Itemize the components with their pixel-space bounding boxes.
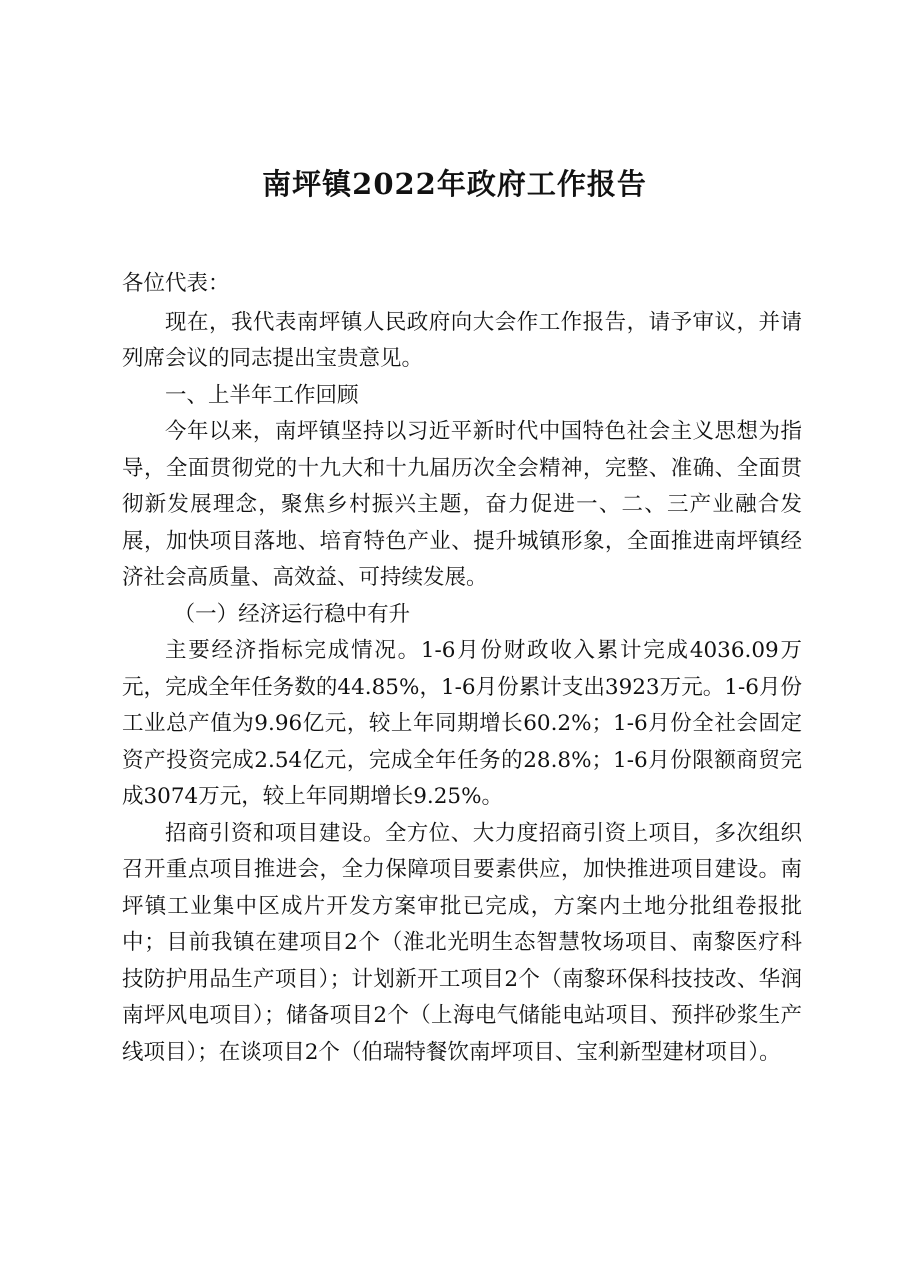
overview-paragraph: 今年以来，南坪镇坚持以习近平新时代中国特色社会主义思想为指导，全面贯彻党的十九大和十九届历次全会精神，完整、准确、全面贯彻新发展理念，聚焦乡村振兴主题，奋力促进一、二、三产业融合发展，加快项目落地、培育特色产业、提升城镇形象，全面推进南坪镇经济社会高质量、高效益、可持续发展。 xyxy=(122,419,802,590)
greeting: 各位代表： xyxy=(122,271,230,296)
economy-paragraph: 主要经济指标完成情况。1-6月份财政收入累计完成4036.09万元，完成全年任务数的44.85%，1-6月份累计支出3923万元。1-6月份工业总产值为9.96亿元，较上年同期增长60.2%；1-6月份全社会固定资产投资完成2.54亿元，完成全年任务的28.8%；1-6月份限额商贸完成3074万元，较上年同期增长9.25%。 xyxy=(122,638,802,809)
intro-paragraph: 现在，我代表南坪镇人民政府向大会作工作报告，请予审议，并请列席会议的同志提出宝贵意见。 xyxy=(122,309,802,371)
document-body xyxy=(122,266,802,1071)
document-title: 南坪镇2022年政府工作报告 xyxy=(262,167,647,201)
subsection-heading-one: （一）经济运行稳中有升 xyxy=(173,601,411,627)
section-heading-one: 一、上半年工作回顾 xyxy=(165,382,359,408)
investment-paragraph: 招商引资和项目建设。全方位、大力度招商引资上项目，多次组织召开重点项目推进会，全力保障项目要素供应，加快推进项目建设。南坪镇工业集中区成片开发方案审批已完成，方案内土地分批组卷报批中；目前我镇在建项目2个（淮北光明生态智慧牧场项目、南黎医疗科技防护用品生产项目）；计划新开工项目2个（南黎环保科技技改、华润南坪风电项目）；储备项目2个（上海电气储能电站项目、预拌砂浆生产线项目）；在谈项目2个（伯瑞特餐饮南坪项目、宝利新型建材项目）。 xyxy=(122,820,802,1065)
